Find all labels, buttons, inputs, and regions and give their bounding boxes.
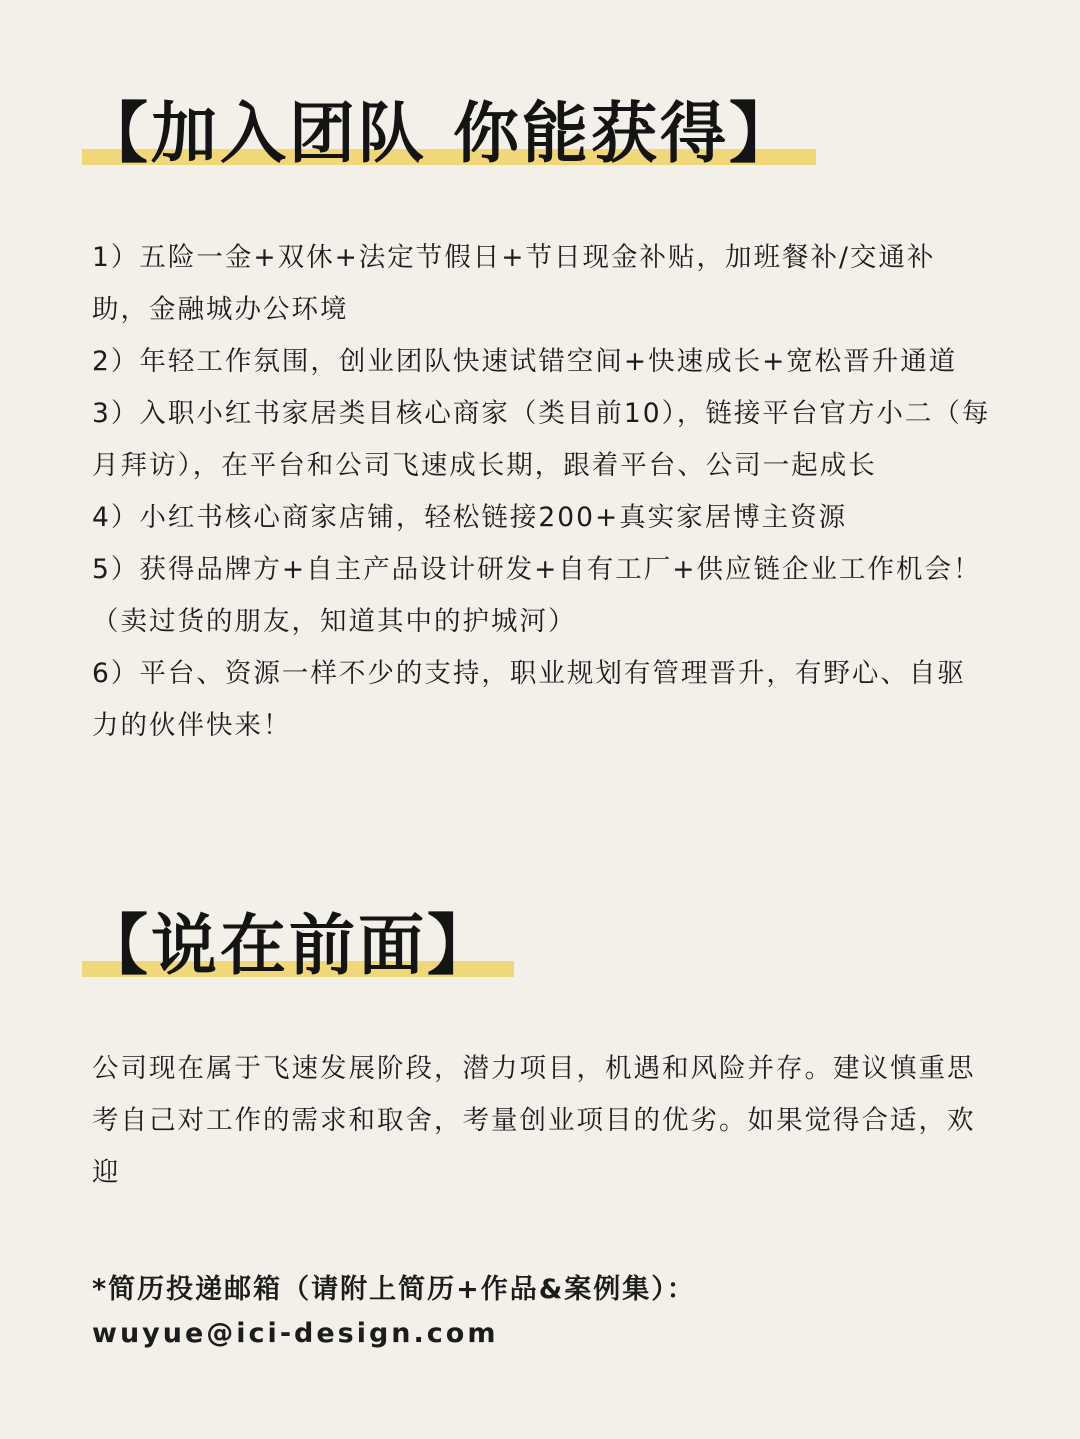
contact-email-link[interactable]: wuyue@ici-design.com xyxy=(92,1318,499,1349)
foreword-heading: 【说在前面】 xyxy=(82,907,496,984)
benefits-heading-block xyxy=(82,95,798,172)
contact-label: *简历投递邮箱（请附上简历+作品&案例集）： xyxy=(92,1274,696,1305)
contact-block xyxy=(92,1268,992,1356)
benefit-item-3: 3）入职小红书家居类目核心商家（类目前10），链接平台官方小二（每月拜访），在平台和公司飞速成长期，跟着平台、公司一起成长 xyxy=(92,398,991,481)
benefit-item-6: 6）平台、资源一样不少的支持，职业规划有管理晋升，有野心、自驱力的伙伴快来！ xyxy=(92,658,966,741)
benefit-item-4: 4）小红书核心商家店铺，轻松链接200+真实家居博主资源 xyxy=(92,502,848,533)
benefit-item-5: 5）获得品牌方+自主产品设计研发+自有工厂+供应链企业工作机会！（卖过货的朋友，知道其中的护城河） xyxy=(92,554,982,637)
benefit-item-2: 2）年轻工作氛围，创业团队快速试错空间+快速成长+宽松晋升通道 xyxy=(92,346,958,377)
foreword-heading-block xyxy=(82,907,496,984)
benefits-heading: 【加入团队 你能获得】 xyxy=(82,95,798,172)
benefits-list xyxy=(92,232,992,752)
foreword-paragraph: 公司现在属于飞速发展阶段，潜力项目，机遇和风险并存。建议慎重思考自己对工作的需求和取舍，考量创业项目的优劣。如果觉得合适，欢迎 xyxy=(92,1053,976,1188)
benefit-item-1: 1）五险一金+双休+法定节假日+节日现金补贴，加班餐补/交通补助，金融城办公环境 xyxy=(92,242,936,325)
